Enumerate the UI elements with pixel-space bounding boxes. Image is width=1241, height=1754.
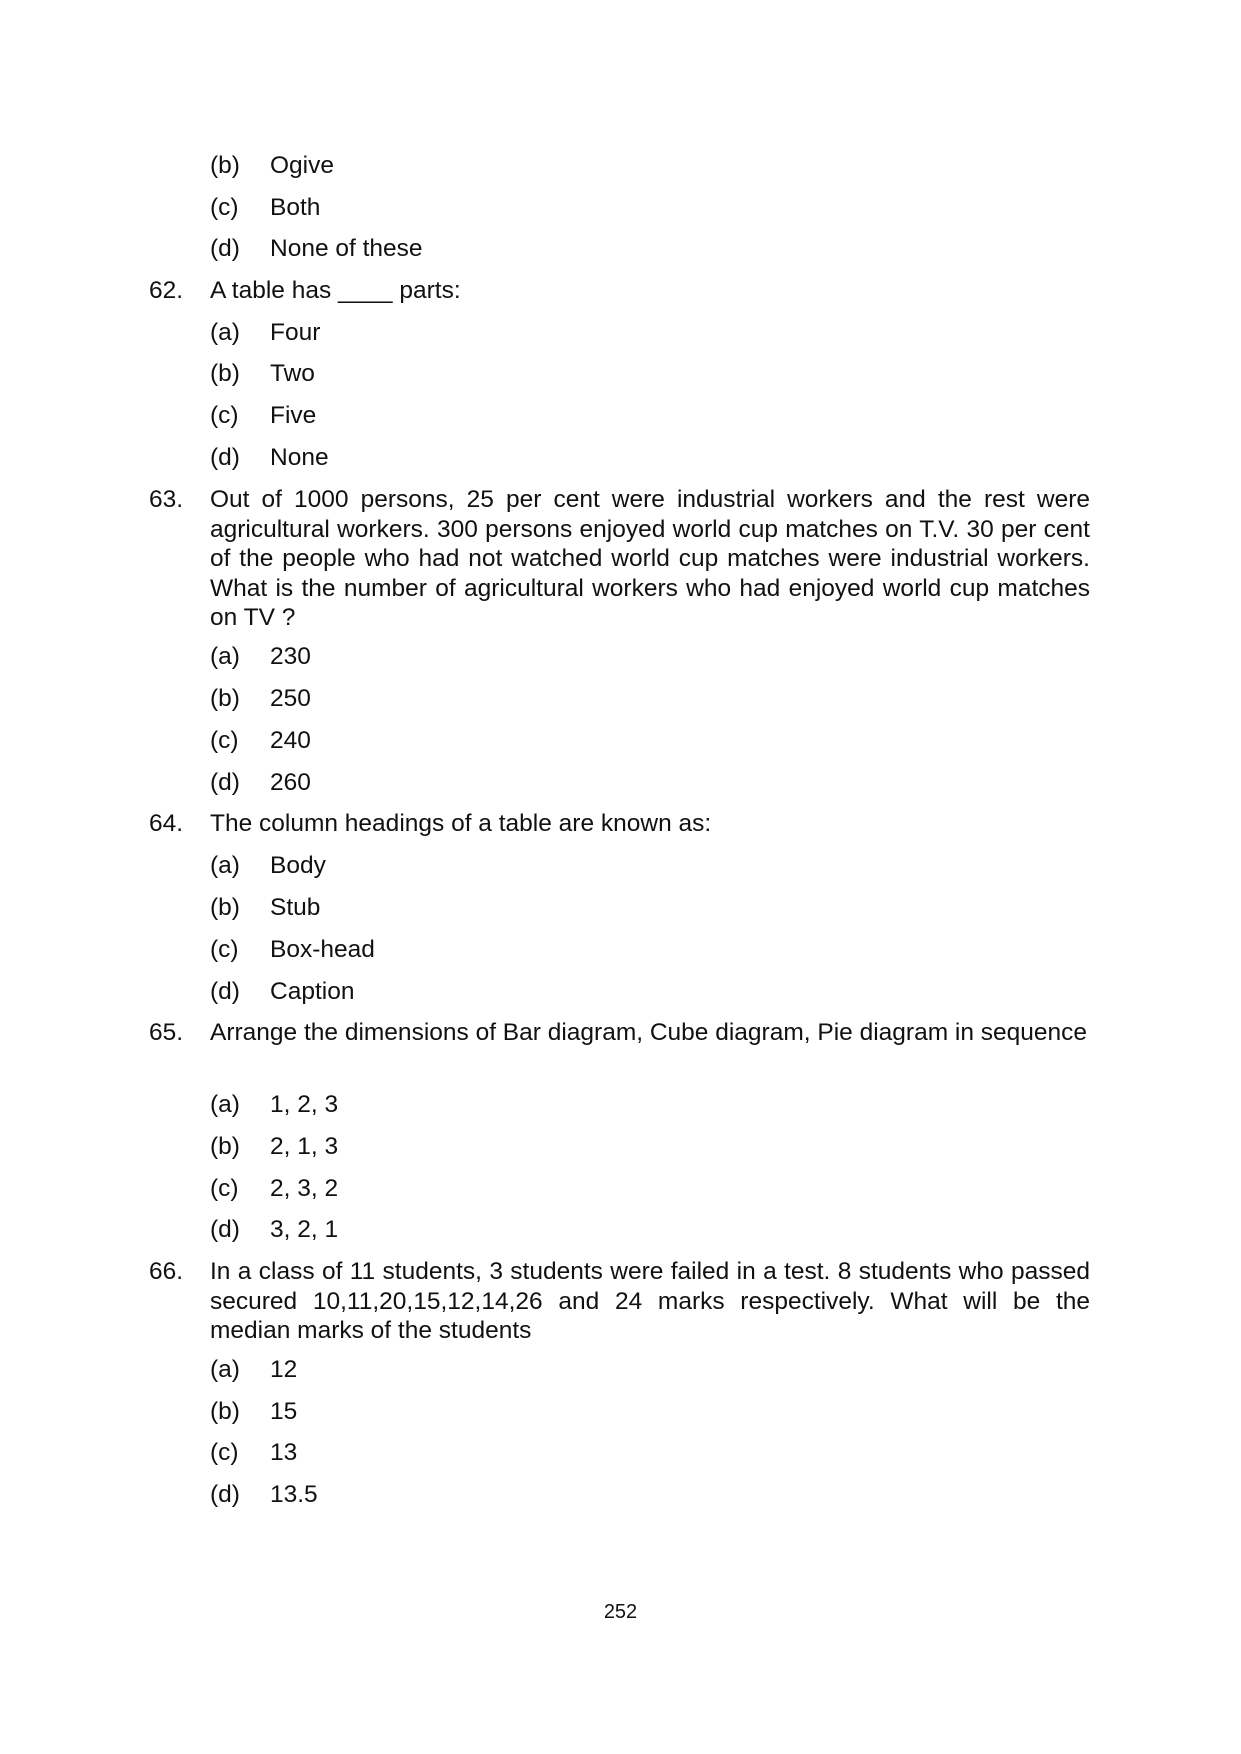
option-label: (d) xyxy=(210,769,240,796)
option-text: 260 xyxy=(270,769,311,796)
option-label: (d) xyxy=(210,1216,240,1243)
option-label: (c) xyxy=(210,402,239,429)
option-label: (b) xyxy=(210,1133,240,1160)
option-text: Ogive xyxy=(270,152,335,179)
question-text: Arrange the dimensions of Bar diagram, Cube diagram, Pie diagram in sequence xyxy=(210,1019,1088,1046)
option-label: (a) xyxy=(210,1356,240,1383)
option-text: None xyxy=(270,444,329,471)
option-text: 12 xyxy=(270,1356,298,1383)
option-label: (b) xyxy=(210,685,240,712)
option-text: 2, 3, 2 xyxy=(270,1175,339,1202)
option-text: None of these xyxy=(270,235,423,262)
question-number: 66. xyxy=(149,1258,184,1285)
option-text: Five xyxy=(270,402,317,429)
option-label: (d) xyxy=(210,444,240,471)
option-text: Two xyxy=(270,360,315,387)
option-text: 250 xyxy=(270,685,311,712)
option-label: (b) xyxy=(210,152,240,179)
question-text: A table has ____ parts: xyxy=(210,277,461,304)
option-label: (d) xyxy=(210,1481,240,1508)
option-label: (a) xyxy=(210,643,240,670)
option-label: (b) xyxy=(210,894,240,921)
question-number: 65. xyxy=(149,1019,184,1046)
option-label: (a) xyxy=(210,1091,240,1118)
option-label: (c) xyxy=(210,727,239,754)
option-label: (a) xyxy=(210,319,240,346)
option-text: Stub xyxy=(270,894,321,921)
page-number: 252 xyxy=(603,1601,638,1623)
option-label: (c) xyxy=(210,1175,239,1202)
option-text: Body xyxy=(270,852,326,879)
option-label: (c) xyxy=(210,194,239,221)
option-text: Four xyxy=(270,319,321,346)
option-text: 2, 1, 3 xyxy=(270,1133,339,1160)
option-label: (c) xyxy=(210,936,239,963)
option-text: 15 xyxy=(270,1398,298,1425)
option-text: 230 xyxy=(270,643,311,670)
option-label: (a) xyxy=(210,852,240,879)
question-text: The column headings of a table are known as: xyxy=(210,810,712,837)
question-text: Out of 1000 persons, 25 per cent were industrial workers and the rest were agricultural workers. 300 persons enjoyed world cup matches on T.V. 30 per cent of the people who had not watched world cup matches were industrial workers. What is the number of agricultural workers who had enjoyed world cup matches on TV ? xyxy=(210,486,1090,631)
option-label: (d) xyxy=(210,235,240,262)
question-number: 64. xyxy=(149,810,184,837)
option-label: (b) xyxy=(210,1398,240,1425)
option-text: Both xyxy=(270,194,321,221)
option-text: 240 xyxy=(270,727,311,754)
option-label: (d) xyxy=(210,978,240,1005)
option-text: Box-head xyxy=(270,936,375,963)
option-text: Caption xyxy=(270,978,355,1005)
option-label: (b) xyxy=(210,360,240,387)
option-label: (c) xyxy=(210,1439,239,1466)
option-text: 1, 2, 3 xyxy=(270,1091,339,1118)
option-text: 13 xyxy=(270,1439,298,1466)
question-text: In a class of 11 students, 3 students were failed in a test. 8 students who passed secured 10,11,20,15,12,14,26 and 24 marks respectively. What will be the median marks of the students xyxy=(210,1258,1090,1344)
option-text: 3, 2, 1 xyxy=(270,1216,339,1243)
question-number: 63. xyxy=(149,486,184,513)
option-text: 13.5 xyxy=(270,1481,318,1508)
question-number: 62. xyxy=(149,277,184,304)
